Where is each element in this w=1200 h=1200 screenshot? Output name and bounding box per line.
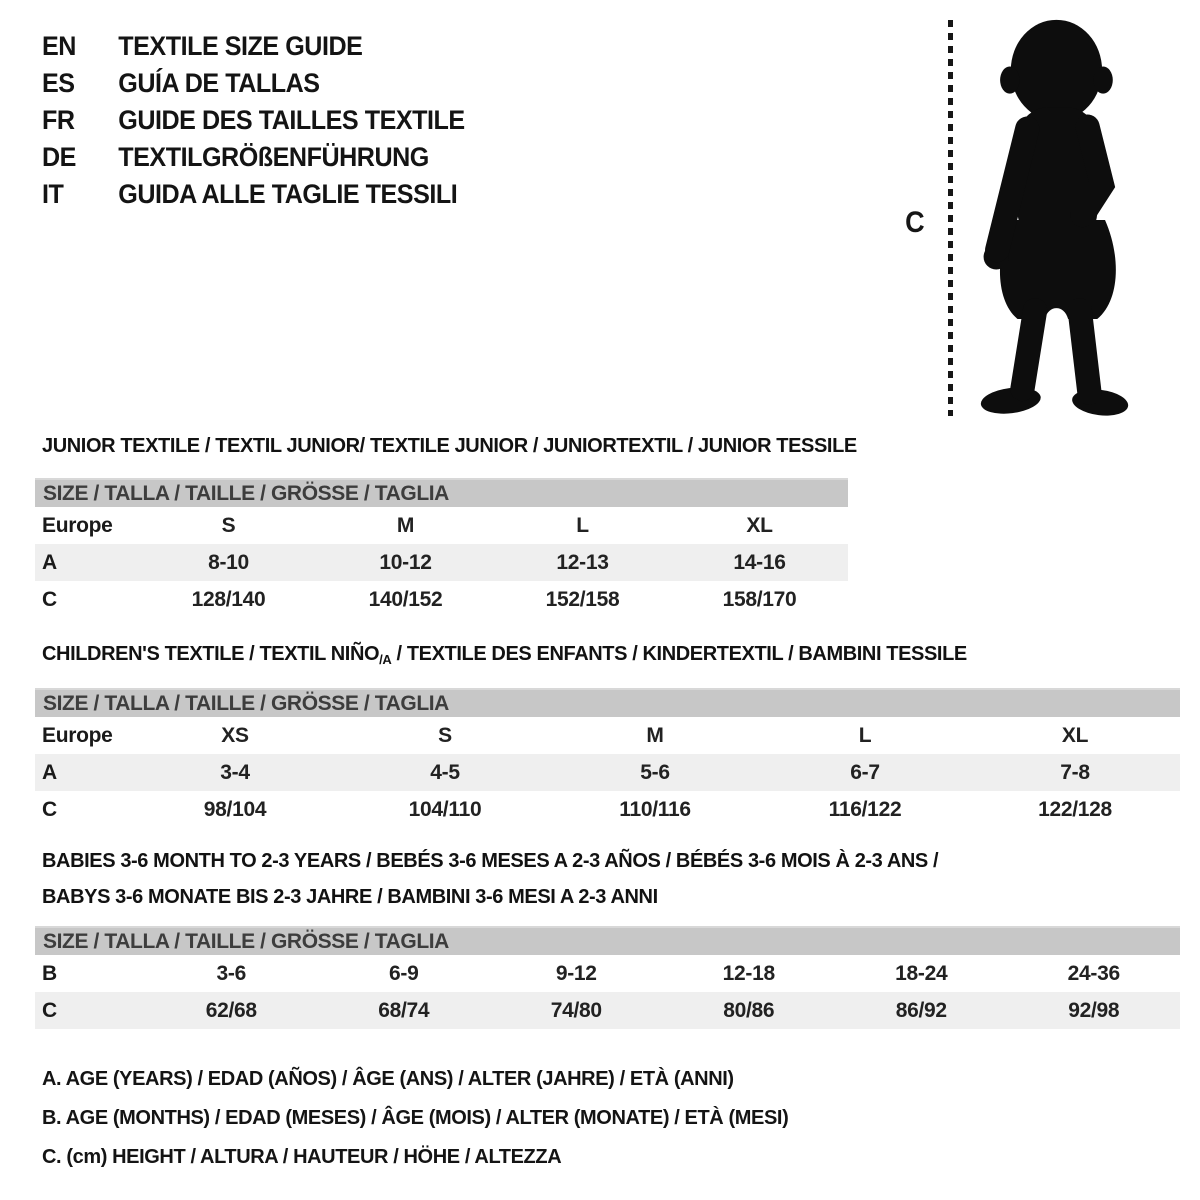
size-header-bar: SIZE / TALLA / TAILLE / GRÖSSE / TAGLIA — [35, 688, 1180, 717]
language-title: GUIDE DES TAILLES TEXTILE — [118, 105, 465, 135]
language-code: FR — [42, 105, 75, 135]
language-code: EN — [42, 31, 76, 61]
height-cell: 74/80 — [550, 998, 602, 1022]
row-label: A — [42, 550, 57, 574]
legend-age-months: B. AGE (MONTHS) / EDAD (MESES) / ÂGE (MOIS) / ALTER (MONATE) / ETÀ (MESI) — [42, 1107, 789, 1129]
height-measure-label: C — [905, 206, 925, 239]
language-title: GUÍA DE TALLAS — [118, 68, 320, 98]
language-title-list — [42, 28, 465, 213]
children-heading-post: / TEXTILE DES ENFANTS / KINDERTEXTIL / BAMBINI TESSILE — [391, 643, 967, 665]
language-title: TEXTILGRÖßENFÜHRUNG — [118, 142, 429, 172]
babies-size-table — [35, 926, 1180, 1029]
size-cell: XL — [1061, 723, 1089, 747]
size-cell: L — [858, 723, 872, 747]
table-row-months — [35, 955, 1180, 992]
table-row-region — [35, 507, 848, 544]
age-cell: 8-10 — [208, 550, 249, 574]
months-cell: 12-18 — [722, 961, 775, 985]
height-cell: 110/116 — [619, 797, 691, 821]
height-cell: 152/158 — [545, 587, 620, 611]
age-cell: 4-5 — [430, 760, 460, 784]
height-cell: 68/74 — [378, 998, 430, 1022]
height-cell: 158/170 — [722, 587, 797, 611]
age-cell: 3-4 — [220, 760, 250, 784]
junior-section-heading: JUNIOR TEXTILE / TEXTIL JUNIOR/ TEXTILE JUNIOR / JUNIORTEXTIL / JUNIOR TESSILE — [42, 435, 857, 457]
row-label: C — [42, 587, 57, 611]
table-row-region — [35, 717, 1180, 754]
height-cell: 116/122 — [828, 797, 902, 821]
language-code: ES — [42, 68, 75, 98]
height-cell: 92/98 — [1068, 998, 1120, 1022]
age-cell: 7-8 — [1060, 760, 1090, 784]
height-cell: 86/92 — [895, 998, 947, 1022]
height-cell: 140/152 — [368, 587, 443, 611]
months-cell: 6-9 — [389, 961, 419, 985]
age-cell: 12-13 — [556, 550, 609, 574]
table-row-height — [35, 791, 1180, 828]
months-cell: 3-6 — [216, 961, 246, 985]
size-cell: XS — [221, 723, 249, 747]
babies-section-heading-line1: BABIES 3-6 MONTH TO 2-3 YEARS / BEBÉS 3-6 MESES A 2-3 AÑOS / BÉBÉS 3-6 MOIS À 2-3 ANS / — [42, 850, 939, 872]
height-cell: 122/128 — [1038, 797, 1112, 821]
children-heading-pre: CHILDREN'S TEXTILE / TEXTIL NIÑO — [42, 643, 380, 665]
language-row-en — [42, 28, 465, 65]
table-row-age — [35, 544, 848, 581]
children-section-heading — [42, 643, 967, 667]
months-cell: 9-12 — [555, 961, 597, 985]
table-row-height — [35, 581, 848, 618]
language-code: DE — [42, 142, 76, 172]
legend-height-cm: C. (cm) HEIGHT / ALTURA / HAUTEUR / HÖHE / ALTEZZA — [42, 1146, 562, 1168]
toddler-silhouette-icon — [962, 14, 1147, 422]
height-cell: 128/140 — [191, 587, 266, 611]
language-row-es — [42, 65, 465, 102]
height-cell: 80/86 — [723, 998, 775, 1022]
months-cell: 24-36 — [1067, 961, 1120, 985]
table-row-age — [35, 754, 1180, 791]
language-code: IT — [42, 179, 64, 209]
children-heading-sub: /A — [379, 652, 392, 667]
size-cell: S — [221, 513, 236, 537]
language-title: GUIDA ALLE TAGLIE TESSILI — [118, 179, 458, 209]
row-label: C — [42, 797, 57, 821]
size-cell: S — [438, 723, 452, 747]
babies-section-heading-line2: BABYS 3-6 MONATE BIS 2-3 JAHRE / BAMBINI 3-6 MESI A 2-3 ANNI — [42, 886, 658, 908]
height-cell: 98/104 — [203, 797, 267, 821]
size-cell: M — [396, 513, 415, 537]
junior-size-table — [35, 478, 848, 618]
age-cell: 6-7 — [850, 760, 880, 784]
height-cell: 62/68 — [205, 998, 257, 1022]
table-row-height — [35, 992, 1180, 1029]
language-title: TEXTILE SIZE GUIDE — [118, 31, 363, 61]
row-label: A — [42, 760, 57, 784]
age-cell: 10-12 — [379, 550, 432, 574]
language-row-de — [42, 139, 465, 176]
language-row-fr — [42, 102, 465, 139]
size-cell: L — [576, 513, 589, 537]
height-dashed-line — [948, 20, 953, 416]
row-label: B — [42, 961, 57, 985]
age-cell: 5-6 — [640, 760, 670, 784]
children-size-table — [35, 688, 1180, 828]
region-label: Europe — [42, 723, 113, 747]
language-row-it — [42, 176, 465, 213]
size-header-bar: SIZE / TALLA / TAILLE / GRÖSSE / TAGLIA — [35, 478, 848, 507]
size-header-bar: SIZE / TALLA / TAILLE / GRÖSSE / TAGLIA — [35, 926, 1180, 955]
legend-age-years: A. AGE (YEARS) / EDAD (AÑOS) / ÂGE (ANS) / ALTER (JAHRE) / ETÀ (ANNI) — [42, 1068, 734, 1090]
size-cell: XL — [746, 513, 773, 537]
region-label: Europe — [42, 513, 113, 537]
months-cell: 18-24 — [895, 961, 948, 985]
size-cell: M — [646, 723, 664, 747]
row-label: C — [42, 998, 57, 1022]
height-cell: 104/110 — [408, 797, 482, 821]
age-cell: 14-16 — [733, 550, 786, 574]
